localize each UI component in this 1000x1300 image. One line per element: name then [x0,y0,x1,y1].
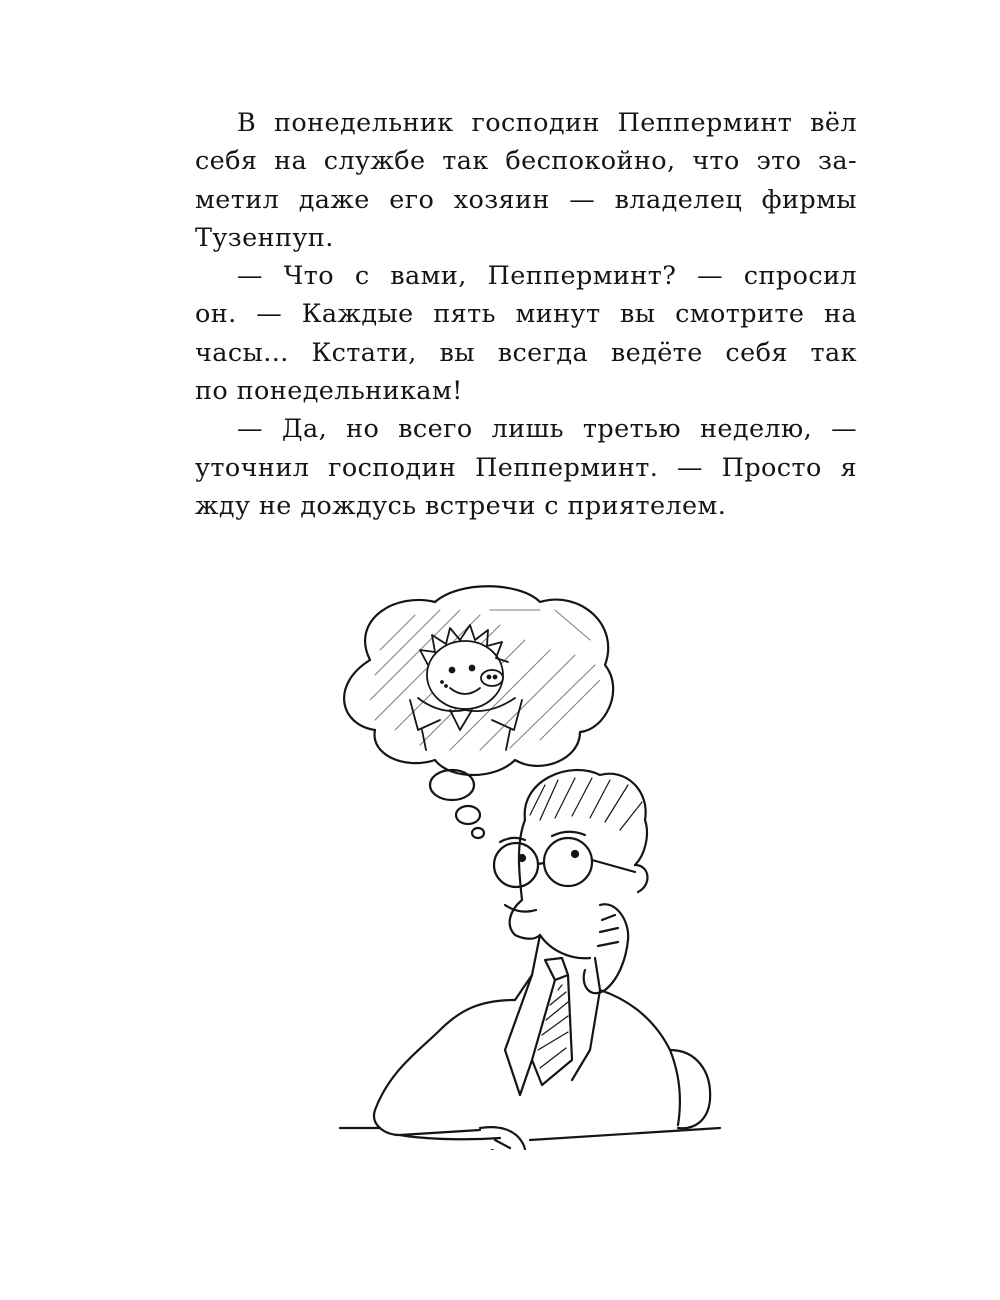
text-line: метил даже его хозяин — владелец фирмы [195,184,857,215]
page-text [195,104,857,525]
text-line: себя на службе так беспокойно, что это за- [195,146,857,177]
text-line: Тузенпуп. [195,222,334,253]
illustration-man-daydreaming [300,580,740,1150]
paragraph [195,257,857,410]
man-figure [340,770,720,1150]
paragraph [195,104,857,257]
text-line: уточнил господин Пепперминт. — Просто я [195,452,857,483]
text-line: часы... Кстати, вы всегда ведёте себя так [195,337,857,368]
text-line: по понедельникам! [195,376,463,407]
paragraph [195,410,857,525]
text-line: — Что с вами, Пепперминт? — спросил [237,261,857,292]
text-line: — Да, но всего лишь третью неделю, — [237,414,857,445]
thought-bubbles [430,770,484,838]
text-line: В понедельник господин Пепперминт вёл [237,108,857,138]
text-line: жду не дождусь встречи с приятелем. [195,490,727,521]
text-line: он. — Каждые пять минут вы смотрите на [195,299,857,330]
thought-cloud [344,586,613,775]
